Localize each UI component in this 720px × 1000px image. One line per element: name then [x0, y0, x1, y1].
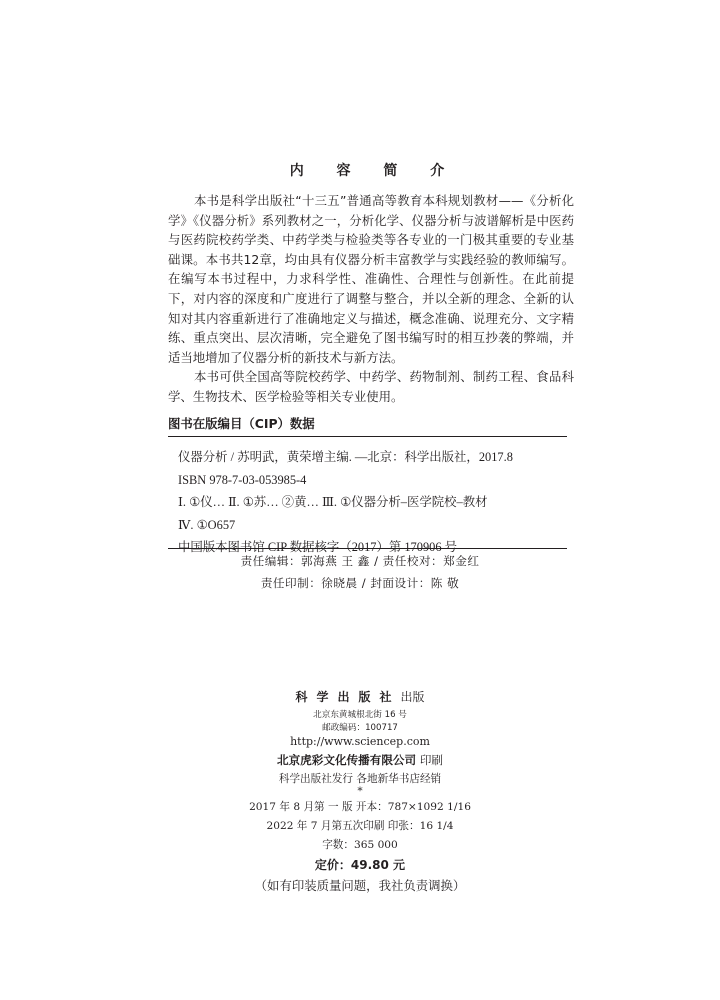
publisher-postcode: 邮政编码：100717: [322, 723, 398, 733]
colophon-separator: *: [357, 785, 363, 797]
word-count: 字数：365 000: [322, 839, 398, 851]
publisher-suffix: 出版: [400, 690, 425, 704]
intro-text: [168, 191, 574, 407]
printer-line: [0, 752, 720, 768]
printer-name: 北京虎彩文化传播有限公司: [276, 753, 417, 767]
distribution-line: 科学出版社发行 各地新华书店经销: [278, 773, 442, 785]
cip-top-rule: [168, 436, 567, 437]
cip-title-line: 仪器分析 / 苏明武，黄荣增主编. —北京：科学出版社，2017.8: [178, 450, 513, 464]
cip-isbn-line: ISBN 978-7-03-053985-4: [178, 472, 307, 487]
cip-subject-line: Ⅰ. ①仪… Ⅱ. ①苏… ②黄… Ⅲ. ①仪器分析–医学院校–教材: [178, 495, 488, 510]
quality-notice: （如有印装质量问题，我社负责调换）: [254, 878, 466, 893]
cip-bottom-rule: [168, 548, 567, 549]
intro-paragraph-2: 本书可供全国高等院校药学、中药学、药物制剂、制药工程、食品科学、生物技术、医学检验等相关专业使用。: [168, 369, 574, 404]
edition-line: 2017 年 8 月第 一 版 开本：787×1092 1/16: [249, 801, 471, 813]
printer-suffix: 印刷: [419, 753, 444, 767]
publisher-url: http://www.sciencep.com: [290, 735, 430, 748]
publisher-address: 北京东黄城根北街 16 号: [313, 710, 407, 720]
intro-title: 内 容 简 介: [289, 163, 459, 179]
printing-line: 2022 年 7 月第五次印刷 印张：16 1/4: [266, 820, 454, 832]
colophon: [0, 688, 720, 894]
intro-paragraph-1: 本书是科学出版社“十三五”普通高等教育本科规划教材——《分析化学》《仪器分析》系列教材之一，分析化学、仪器分析与波谱解析是中医药与医药院校药学类、中药学类与检验类等各专业的一门极其重要的专业基础课。本书共12章，均由具有仪器分析丰富教学与实践经验的教师编写。在编写本书过程中，力求科学性、准确性、合理性与创新性。在此前提下，对内容的深度和广度进行了调整与整合，并以全新的理念、全新的认知对其内容重新进行了准确地定义与描述，概念准确、说理充分、文字精练、重点突出、层次清晰，完全避免了图书编写时的相互抄袭的弊端，并适当地增加了仪器分析的新技术与新方法。: [168, 193, 574, 365]
publisher-line: [0, 688, 720, 705]
cip-data: [178, 446, 578, 559]
price: 定价：49.80 元: [314, 858, 406, 872]
staff-production: 责任印制：徐晓晨 / 封面设计：陈 敬: [260, 576, 460, 590]
cip-number-line: 中国版本图书馆 CIP 数据核字（2017）第 170906 号: [178, 540, 458, 555]
staff-editors: 责任编辑：郭海燕 王 鑫 / 责任校对：郑金红: [240, 554, 480, 568]
cip-classification-line: Ⅳ. ①O657: [178, 517, 236, 532]
publisher-name: 科学出版社: [295, 690, 401, 704]
cip-heading: 图书在版编目（CIP）数据: [168, 416, 315, 431]
